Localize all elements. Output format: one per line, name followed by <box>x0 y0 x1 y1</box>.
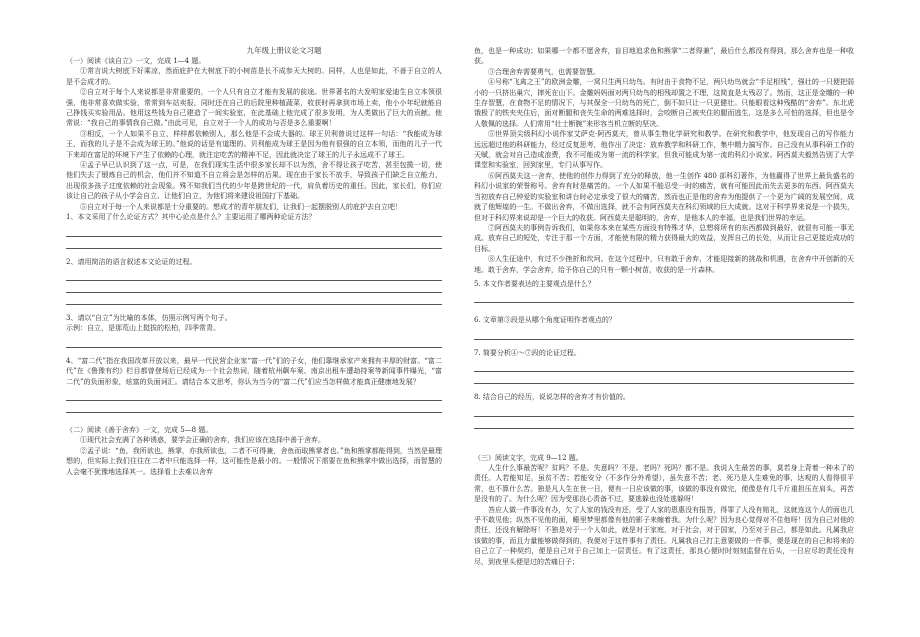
answer-line[interactable] <box>66 225 442 237</box>
passage1-para2: ②自立对于每个人来说都是非常重要的，一个人只有自立才能有发展的前途。世界著名的大发明家爱迪生自立本领很强，他非常喜欢做实验，常常到车站卖报，同时还在自己的后院里种植蔬菜，收获时再拿到市场上卖，他小小年纪就能自己挣钱买实验用品。他用这些钱为自己建造了一间实验室，在此基础上他完成了很多发明，为人类做出了巨大的贡献。他常说：“我自己的事情我自己做。”由此可见，自立对于一个人的成功与否是多么重要啊！ <box>66 88 442 128</box>
passage1-para5: ⑤自立对于每一个人来说都是十分重要的。想成才的青年朋友们，让我们一起摆脱别人的庇护去自立吧！ <box>80 202 402 211</box>
answer-line[interactable] <box>66 281 442 293</box>
answer-lines-q4 <box>66 389 442 413</box>
answer-lines-q2 <box>66 269 442 305</box>
section3-heading: （三）阅读文字，完成 9—12 题。 <box>474 453 583 462</box>
answer-line[interactable] <box>66 389 442 401</box>
answer-line[interactable] <box>474 328 854 340</box>
passage2-para4: ④号称“飞禽之王”的欧洲金雕，一窝只生两只幼鸟。有时由于食物不足，两只幼鸟就会“手足相残”，强壮的一只便把弱小的一只挤出巢穴，摔死在山下。金雕妈妈面对两只幼鸟的相残却置之不理，这简直是太残忍了。然而，这正是金雕的一种生存智慧，在食物不足的情况下，与其保全一只幼鸟的死亡，倒不如只让一只更健壮。只能眼看这种残酷的“舍弃”。东北虎饿极了的铁夹夹住后，面对断腿和丧失生命的两难选择时，会咬断自己被夹住的腿而逃生，这是多么可怕的选择，但也是令人敬佩的选择。人们常用“壮士断腕”来形容当机立断的坚决。 <box>474 78 854 128</box>
passage2-para5: ⑤世界顶尖级科幻小说作家艾萨克·阿西莫夫，曾从事生物化学研究和教学。在研究和教学中，他发现自己的写作能力远远超过他的科研能力，经过反复思考，他作出了决定：放弃教学和科研工作，集中精力搞写作。自己没有从事科研工作的天赋，就会对自己造成浪费，我不可能成为第一流的科学家，但我可能成为第一流的科幻小说家。阿西莫夫毅然告别了大学课堂和实验室，回到家里，专门从事写作。 <box>474 130 854 170</box>
question-6: 6. 文章第③段是从哪个角度证明作者观点的？ <box>474 316 616 325</box>
section1-heading: （一）阅读《谈自立》一文，完成 1—4 题。 <box>66 57 206 65</box>
question-3: 3、请以“自立”为比喻的本体，仿照示例写两个句子。 <box>66 313 232 322</box>
left-column <box>66 46 442 477</box>
answer-line[interactable] <box>474 417 854 429</box>
question-7: 7. 简要分析④～⑦段的论证过程。 <box>474 348 581 357</box>
passage2-para7: ⑦阿西莫夫的事例告诉我们，如果你本来在某些方面没有特殊才华，总想将所有的东西都做到最好，就很有可能一事无成。放弃自己的短处，专注于那一个方面，才能使有限的精力获得最大的效益，发挥自己的长处，从而让自己更接近成功的目标。 <box>474 223 854 253</box>
passage2-continued: 鱼，也是一种成功；如果哪一个都不愿舍弃，盲目地追求鱼和熊掌“二者得兼”，最后什么都没有得到，那么舍弃也是一种收获。 <box>474 47 854 66</box>
question-1: 1、本文采用了什么论证方式？其中心论点是什么？主要运用了哪两种论证方法？ <box>66 213 316 222</box>
answer-line[interactable] <box>474 360 854 372</box>
question-4: 4、“富二代”指在我国改革开放以来，最早一代民营企业家“富一代”们的子女，他们靠继承家产来拥有丰厚的财富。“富二代”在《鲁豫有约》栏目都曾登场后已经成为一个社会热词，随着杭州飙车案、南京出租车遭劫持案等新闻事件曝光，“富二代”的负面形象，炫富的负面词汇。请结合本文思考，你认为当今的“富二代”们应当怎样做才能真正健康地发展？ <box>66 356 442 386</box>
question-3-example: 示例：自立，是那荒山上挺拔的松柏，四季常青。 <box>66 324 220 333</box>
passage3-para1: 人生什么事最苦呢？贫吗？不是。失意吗？不是。老吗？死吗？都不是。我说人生最苦的事，莫若身上背着一种未了的责任。人若能知足，虽贫不苦；若能安分（不多作分外希望），虽失意不苦；老、死乃是人生难免的事，达观的人看得很平常，也不算什么苦。独是凡人生在世一日，便有一日应该做的事，该做的事没有做完，便像是有几千斤重担压在肩头，再苦是没有的了。为什么呢？因为受那良心责备不过，要逃躲也没处逃躲呀！ <box>474 463 854 504</box>
question-5: 5. 本文作者要表达的主要观点是什么？ <box>474 279 595 288</box>
answer-lines-q8 <box>474 405 854 429</box>
passage2-para3: ③合理舍弃需要勇气，也需要智慧。 <box>488 67 600 76</box>
answer-line[interactable] <box>66 237 442 249</box>
passage3-para2: 答应人做一件事没有办，欠了人家的钱没有还，受了人家的恩惠没有报答，得罪了人没有赔礼，这就连这个人的面也几乎不敢见他；纵然不见他的面，睡里梦里都像有他的影子来缠着我。为什么呢？因为良心觉得对不住他呀！因为自己对他的责任，还没有解除呀！不独是对于一个人如此，就是对于家庭，对于社会，对于国家，乃至对于自己，都是如此。凡属我应该做的事，而且力量能够做得到的，我便对于这件事有了责任。凡属我自己打主意要做的一件事，便是现在的自己和将来的自己立了一种契约，便是自己对于自己加上一层责任。有了这责任，那良心便时时刻刻监督在后头，一日应尽的责任没有尽，到夜里头便是过的苦痛日子； <box>474 505 854 566</box>
passage2-para8: ⑧人生征途中，有过不少挫折和坎坷。在这个过程中，只有敢于舍弃，才能迎接新的挑战和机遇，在舍弃中开创新的天地。敢于舍弃，学会舍弃，给予你自己的只有一颗小树苗，收获的是一片森林。 <box>474 255 854 274</box>
answer-line[interactable] <box>474 372 854 384</box>
answer-lines-q7 <box>474 360 854 384</box>
passage1-para3: ③相反，一个人如果不自立，样样都依赖别人，那么他是不会成大器的。球王贝利曾说过这样一句话：“我能成为球王，而我的儿子是不会成为球王的。”他说的话是有道理的。贝利能成为球王是因为他有很强的自立本领，而他的儿子一代下来却在富足的环境下产生了依赖的心理，就注定吃苦的精神不足，因此就决定了球王的儿子永远成不了球王。 <box>66 129 442 159</box>
passage1-para1: ①常言说大树底下好乘凉，然而庇护在大树底下的小树苗是长不成参天大树的。同样，人也是如此，不善于自立的人是不会成才的。 <box>66 67 442 86</box>
passage1-para4: ④孟子早已认识到了这一点，可是，在我们现实生活中很多家长却不以为然，舍不得让孩子吃苦，甚至包揽一切，使他们失去了锻炼自己的机会，他们并不知道不自立将会是怎样的后果。现在由于家长不放手，导致孩子们缺乏自立能力，出现很多孩子过度依赖的社会现象。殊不知我们当代的少年是跨世纪的一代，肩负着历史的重任。因此，家长们，你们应该让自己的孩子从小学会自立、让他们自立，为他们将来建设祖国打下基础。 <box>66 161 442 201</box>
right-column <box>474 46 854 567</box>
passage2-para6: ⑥阿西莫夫这一舍弃，使他的创作力得到了充分的释放，他一生创作 480 部科幻著作，为他赢得了世界上最负盛名的科幻小说家的荣誉称号。舍弃有时是痛苦的。一个人如果不能忍受一时的痛苦，就有可能因此而失去更多的东西。阿西莫夫当初放弃自己钟爱的实验室和讲台时必定承受了很大的痛苦，然而也正是他的舍弃为他提供了一个更为广阔的发展空间，成就了他辉煌的一生。不做出舍弃，不做出选择，就不会有阿西莫夫在科幻领域的巨大成就。这对于科学界来说是一个损失，但对于科幻界来说却是一个巨大的收获。阿西莫夫是聪明的，舍弃，是他本人的幸福，也是我们世界的幸运。 <box>474 171 854 222</box>
question-2: 2、请用简洁的语言叙述本文论证的过程。 <box>66 257 197 266</box>
answer-line[interactable] <box>66 336 442 348</box>
answer-lines-q3 <box>66 336 442 348</box>
answer-lines-q6 <box>474 328 854 340</box>
answer-line[interactable] <box>66 293 442 305</box>
section2-heading: （二）阅读《善于舍弃》一文，完成 5—8 题。 <box>66 425 213 434</box>
passage2-para2: ②孟子说：“鱼，我所欲也，熊掌，亦我所欲也，二者不可得兼，舍鱼而取熊掌者也。”鱼和熊掌都能得到，当然是最理想的，但实际上我们往往在二者中只能选择一样，这可能性是最小的。一般情况下需要在鱼和熊掌中做出选择，而智慧的人会毫不犹豫地选择其一。选择看上去难以舍弃 <box>66 446 442 476</box>
question-8: 8. 结合自己的经历，说说怎样的舍弃才有价值的。 <box>474 393 630 402</box>
answer-line[interactable] <box>474 291 854 303</box>
answer-line[interactable] <box>474 405 854 417</box>
passage2-para1: ①现代社会充满了各种诱惑，要学会正确的舍弃，我们应该在选择中善于舍弃。 <box>80 436 325 445</box>
answer-lines-q1 <box>66 225 442 249</box>
answer-line[interactable] <box>66 401 442 413</box>
answer-lines-q5 <box>474 291 854 303</box>
page-title: 九年级上册议论文习题 <box>246 46 322 55</box>
answer-line[interactable] <box>66 269 442 281</box>
